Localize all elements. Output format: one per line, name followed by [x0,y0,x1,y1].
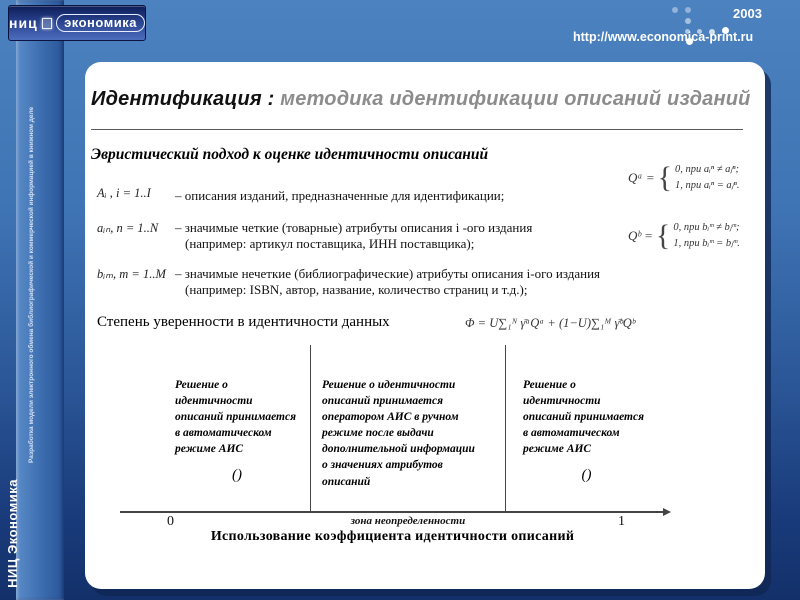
axis-zone-label: зона неопределенности [350,515,466,527]
formula-Qb-cases [673,220,740,252]
axis-max-label: 1 [618,514,625,529]
left-sidebar-strip [16,0,64,600]
confidence-formula: Φ = U∑₁ᴺ γ̄ᵃQᵃ + (1−U)∑₁ᴹ γ̄ᵇQᵇ [465,316,636,330]
definition-symbol-b: bᵢₘ, m = 1..M [97,267,166,281]
diagram-caption: Использование коэффициента идентичности описаний [210,529,575,544]
formula-Qa-case2: 1, при aᵢⁿ = aⱼⁿ. [675,179,740,191]
definition-note-b: (например: ISBN, автор, название, количество страниц и т.д.); [185,282,528,298]
sidebar-brand-text: НИЦ Экономика [5,479,20,588]
formula-Qa-case1: 0, при aᵢⁿ ≠ aⱼⁿ; [675,164,739,175]
definition-text-b [175,266,645,299]
logo-text-nic: ниц [9,15,38,31]
slide-title [91,88,759,111]
axis-arrow-icon [663,508,671,516]
formula-Qb [628,220,740,252]
zone-auto-right-paren: () [581,467,592,484]
axis-min-label: 0 [167,514,174,529]
title-divider [91,129,743,130]
formula-Qa-lhs: Qᵃ = [628,169,655,185]
formula-Qb-brace: { [655,218,671,252]
zone-auto-right [523,377,650,486]
formula-Qa-cases [675,162,739,194]
logo-text-economica: экономика [56,14,145,32]
logo-gem-icon [42,18,52,29]
zone-divider-left [310,345,311,511]
definition-symbol-a: aᵢₙ, n = 1..N [97,221,159,235]
year-label: 2003 [733,6,762,21]
definition-text-A-line: – описания изданий, предназначенные для идентификации; [175,188,505,203]
definition-text-A [175,188,645,204]
confidence-label: Степень уверенности в идентичности данных [97,314,390,330]
nic-economica-logo [8,5,146,41]
zone-divider-right [505,345,506,511]
definition-symbol-A: Aᵢ , i = 1..I [97,186,151,200]
formula-Qa [628,162,739,194]
zone-auto-right-text: Решение о идентичности описаний принимается в автоматическом режиме АИС [523,379,645,456]
identity-axis [120,511,665,513]
formula-Qb-case1: 0, при bᵢᵐ ≠ bⱼᵐ; [673,222,740,233]
zone-auto-left-text: Решение о идентичности описаний принимается в автоматическом режиме АИС [175,379,297,456]
zone-auto-left-paren: () [232,467,242,484]
definition-text-b-line: – значимые нечеткие (библиографические) атрибуты описания i-ого издания [175,266,601,281]
definition-text-a [175,220,645,253]
definition-text-a-line: – значимые четкие (товарные) атрибуты описания i -ого издания [175,220,533,235]
section-heading: Эвристический подход к оценке идентичности описаний [91,146,489,163]
formula-Qb-lhs: Qᵇ = [628,227,653,243]
slide-content-card [85,62,765,589]
definition-note-a: (например: артикул поставщика, ИНН поставщика); [185,236,475,252]
zone-manual-middle [322,377,482,498]
website-url: http://www.economica-print.ru [573,30,754,44]
slide-title-lead: Идентификация : [91,88,275,110]
formula-Qb-case2: 1, при bᵢᵐ = bⱼᵐ. [673,237,740,249]
sidebar-tagline-text: Разработка модели электронного обмена библиографической и коммерческой информацией в книжном деле [28,106,35,463]
zone-manual-middle-text: Решение о идентичности описаний принимается оператором АИС в ручном режиме после выдачи дополнительной информации о значениях атрибутов описаний [322,379,475,488]
zone-auto-left [175,377,299,486]
slide-title-rest: методика идентификации описаний изданий [274,88,751,110]
formula-Qa-brace: { [657,160,672,194]
